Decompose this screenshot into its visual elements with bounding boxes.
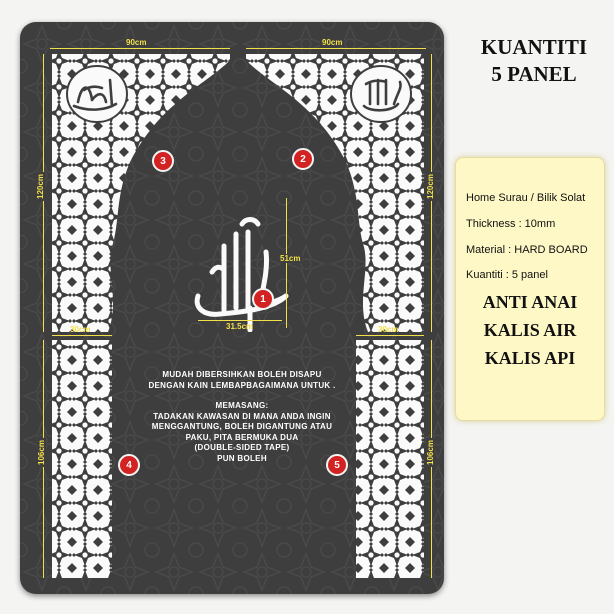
info-usage: Home Surau / Bilik Solat <box>466 192 586 204</box>
allah-calligraphy <box>190 212 298 332</box>
instruction-line: PAKU, PITA BERMUKA DUA <box>185 432 299 442</box>
instruction-line: MENGGANTUNG, BOLEH DIGANTUNG ATAU <box>151 422 333 431</box>
product-info-card <box>455 157 605 421</box>
panel-badge-2: 2 <box>292 148 314 170</box>
prayer-room-panel-board <box>20 22 444 594</box>
info-thickness: Thickness : 10mm <box>466 218 556 230</box>
quantity-title-line2: 5 PANEL <box>491 62 577 86</box>
dim-right-height: 120cm <box>425 174 435 199</box>
dim-bottom-left-height: 106cm <box>36 440 46 465</box>
panel-badge-1: 1 <box>252 288 274 310</box>
panel-badge-3: 3 <box>152 150 174 172</box>
dim-bottom-left-width: 30cm <box>70 325 91 334</box>
panel-badge-4: 4 <box>118 454 140 476</box>
dim-left-height: 120cm <box>35 174 45 199</box>
feature-waterproof: KALIS AIR <box>483 320 577 340</box>
dim-line-bottom-left <box>52 335 112 336</box>
panel-5-lattice <box>356 340 424 578</box>
dim-top-right-width: 90cm <box>322 38 343 47</box>
quantity-title <box>464 34 604 88</box>
instruction-line: TADAKAN KAWASAN DI MANA ANDA INGIN <box>153 411 331 421</box>
dim-line-top-right <box>246 48 426 49</box>
feature-anti-termite: ANTI ANAI <box>482 292 578 312</box>
panel-4-lattice <box>52 340 112 578</box>
instruction-line: PUN BOLEH <box>217 453 267 463</box>
instruction-line: (DOUBLE-SIDED TAPE) <box>194 443 290 452</box>
dim-line-bottom-right <box>356 335 424 336</box>
dim-bottom-right-width: 30cm <box>378 325 399 334</box>
info-material: Material : HARD BOARD <box>466 244 588 256</box>
dim-line-allah-height <box>286 198 287 328</box>
quantity-title-line1: KUANTITI <box>480 35 588 59</box>
instruction-line: DENGAN KAIN LEMBAPBAGAIMANA UNTUK . <box>148 380 336 390</box>
panel-badge-5: 5 <box>326 454 348 476</box>
feature-fireproof: KALIS API <box>484 348 576 368</box>
info-quantity: Kuantiti : 5 panel <box>466 269 548 281</box>
dim-allah-height: 51cm <box>280 254 301 263</box>
instruction-line: MEMASANG: <box>215 401 269 410</box>
instruction-line: MUDAH DIBERSIHKAN BOLEH DISAPU <box>162 370 322 379</box>
dim-line-top-left <box>50 48 230 49</box>
dim-bottom-right-height: 106cm <box>425 440 435 465</box>
care-and-mounting-instructions <box>120 370 364 464</box>
dim-top-left-width: 90cm <box>126 38 147 47</box>
dim-line-allah-width <box>198 320 282 321</box>
dim-allah-width: 31.5cm <box>226 322 254 331</box>
